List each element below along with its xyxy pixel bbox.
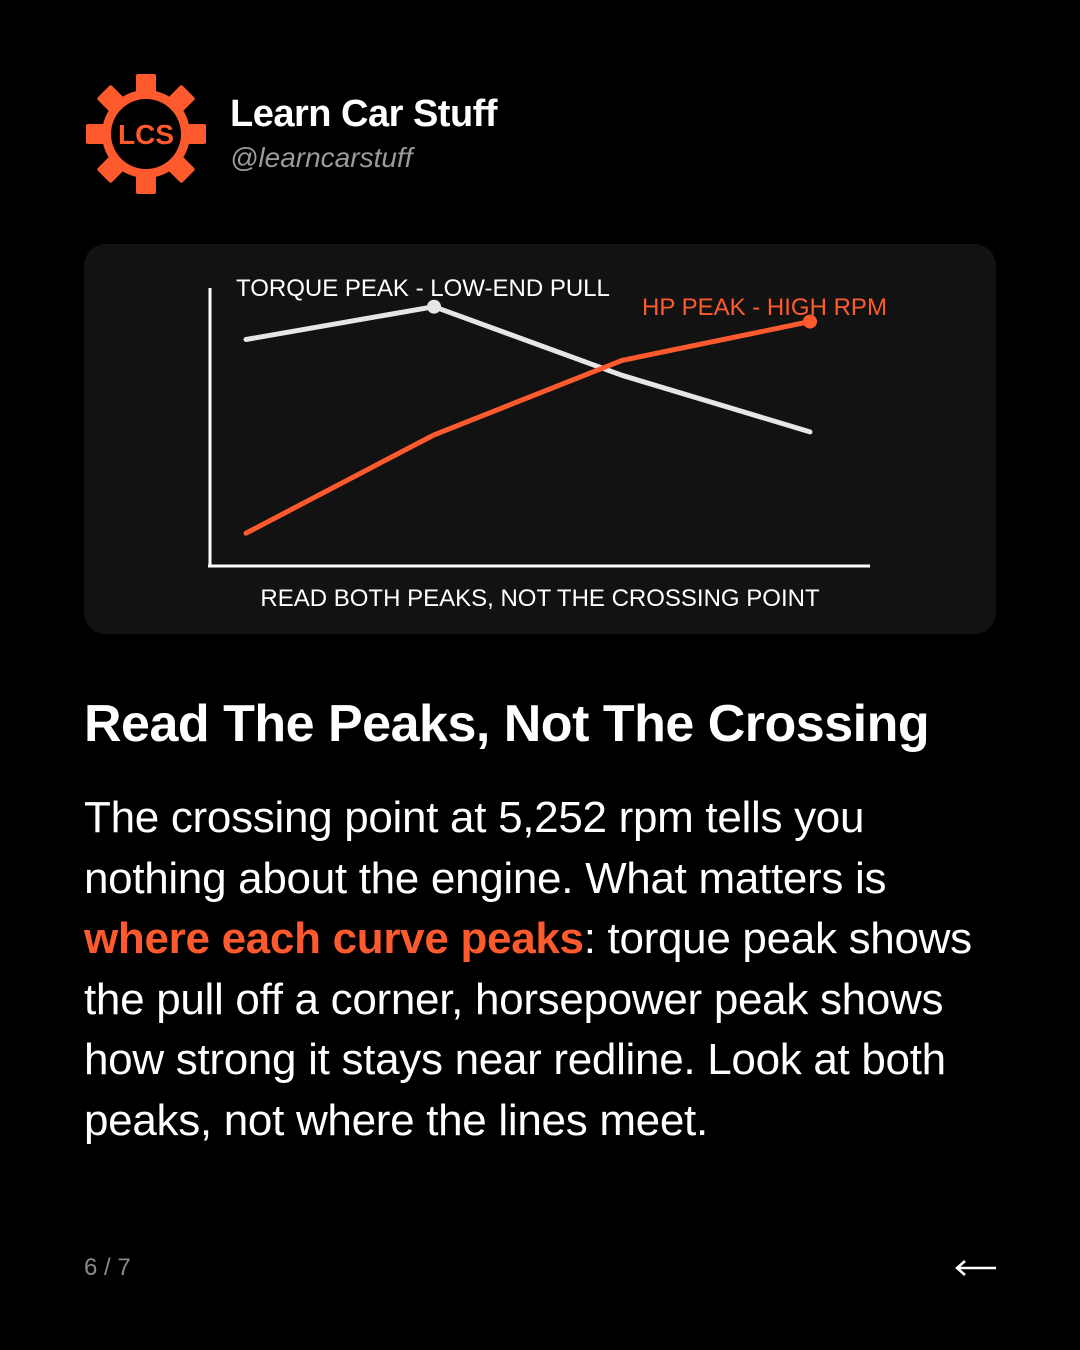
- logo-text: LCS: [118, 119, 174, 150]
- brand-header: [84, 72, 497, 196]
- body-highlight: where each curve peaks: [84, 914, 584, 963]
- brand-name: Learn Car Stuff: [230, 93, 497, 135]
- hp-peak-label: HP PEAK - HIGH RPM: [642, 294, 887, 321]
- slide-body: [84, 788, 984, 1151]
- hp-curve: [246, 322, 810, 534]
- page-indicator: 6 / 7: [84, 1254, 131, 1281]
- chart-card: [84, 244, 996, 634]
- brand-handle: @learncarstuff: [230, 142, 413, 173]
- torque-peak-label: TORQUE PEAK - LOW-END PULL: [236, 275, 610, 302]
- body-text-intro: The crossing point at 5,252 rpm tells you nothing about the engine. What matters is: [84, 793, 887, 903]
- arrow-left-icon: [954, 1258, 998, 1278]
- gear-logo-icon: [84, 72, 208, 196]
- slide-title: Read The Peaks, Not The Crossing: [84, 695, 930, 753]
- previous-slide-button[interactable]: [952, 1248, 1000, 1288]
- torque-curve: [246, 307, 810, 432]
- body-text-rest: : torque peak shows the pull off a corner, horsepower peak shows how strong it stays near redline. Look at both peaks, not where the lines meet.: [84, 914, 972, 1145]
- x-axis-label: READ BOTH PEAKS, NOT THE CROSSING POINT: [260, 585, 820, 612]
- torque-hp-chart: [84, 244, 996, 634]
